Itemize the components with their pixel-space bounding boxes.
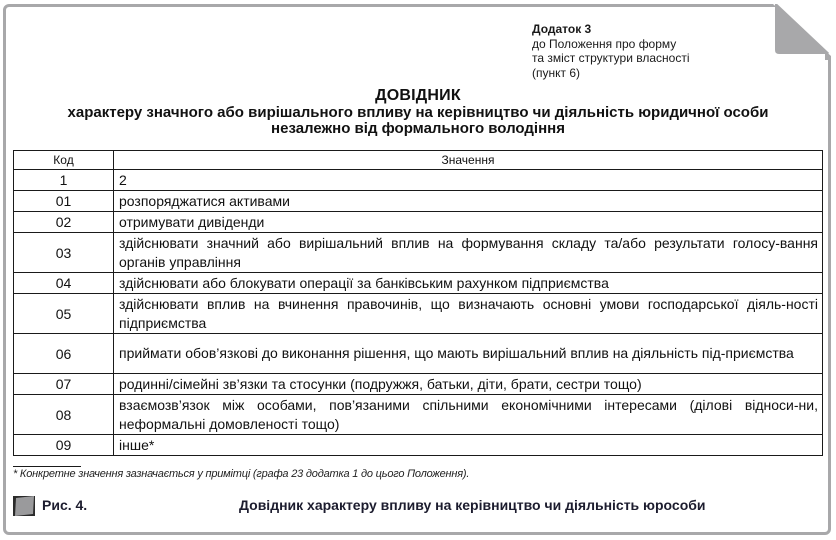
row-value: взаємозв’язок між особами, пов’язаними спільними економічними інтересами (ділові відноси-ни, неформальні домовленості тощо) (114, 395, 823, 435)
row-code: 03 (14, 233, 114, 273)
table-row (14, 273, 823, 294)
figure-number: Рис. 4. (42, 497, 88, 513)
row-value: родинні/сімейні зв’язки та стосунки (подружжя, батьки, діти, брати, сестри тощо) (114, 374, 823, 395)
row-code: 04 (14, 273, 114, 294)
table-row (14, 435, 823, 456)
reference-table (13, 150, 823, 456)
table-row (14, 233, 823, 273)
row-value: 2 (114, 170, 823, 191)
table-row (14, 374, 823, 395)
table-row (14, 212, 823, 233)
row-code: 07 (14, 374, 114, 395)
row-code: 08 (14, 395, 114, 435)
heading-main: ДОВІДНИК (375, 87, 461, 104)
row-code: 09 (14, 435, 114, 456)
appendix-line: та зміст структури власності (532, 51, 690, 65)
appendix-line: (пункт 6) (532, 65, 581, 80)
heading-line2: незалежно від формального володіння (271, 120, 565, 137)
column-header-code: Код (14, 151, 114, 170)
row-value: інше* (114, 435, 823, 456)
row-value: розпоряджатися активами (114, 191, 823, 212)
row-code: 1 (14, 170, 114, 191)
row-value: отримувати дивіденди (114, 212, 823, 233)
table-row (14, 191, 823, 212)
table-row (14, 294, 823, 334)
table-header-row (14, 151, 823, 170)
row-value: здійснювати або блокувати операції за банківським рахунком підприємства (114, 273, 823, 294)
footnote-divider (13, 466, 81, 467)
appendix-note (532, 22, 689, 80)
page-corner-fold-icon (775, 4, 831, 60)
row-code: 05 (14, 294, 114, 334)
table-row (14, 170, 823, 191)
footnote: * Конкретне значення зазначається у примітці (графа 23 додатка 1 до цього Положення). (13, 468, 470, 480)
table-row (14, 334, 823, 374)
row-value: здійснювати значний або вирішальний вплив на формування складу та/або результати голосу-вання органів управління (114, 233, 823, 273)
row-code: 02 (14, 212, 114, 233)
heading-line1: характеру значного або вирішального впливу на керівництво чи діяльність юридичної особи (67, 103, 769, 121)
row-value: здійснювати вплив на вчинення правочинів, що визначають основні умови господарської діяль-ності підприємства (114, 294, 823, 334)
row-value: приймати обов’язкові до виконання рішення, що мають вирішальний вплив на діяльність під-приємства (114, 334, 823, 374)
document-heading (10, 88, 826, 138)
column-header-value: Значення (114, 151, 823, 170)
figure-caption: Довідник характеру впливу на керівництво чи діяльність юрособи (239, 497, 706, 513)
row-code: 01 (14, 191, 114, 212)
table-row (14, 395, 823, 435)
row-code: 06 (14, 334, 114, 374)
appendix-title: Додаток 3 (532, 22, 592, 36)
appendix-line: до Положення про форму (532, 36, 677, 51)
figure-marker-icon (13, 496, 35, 516)
